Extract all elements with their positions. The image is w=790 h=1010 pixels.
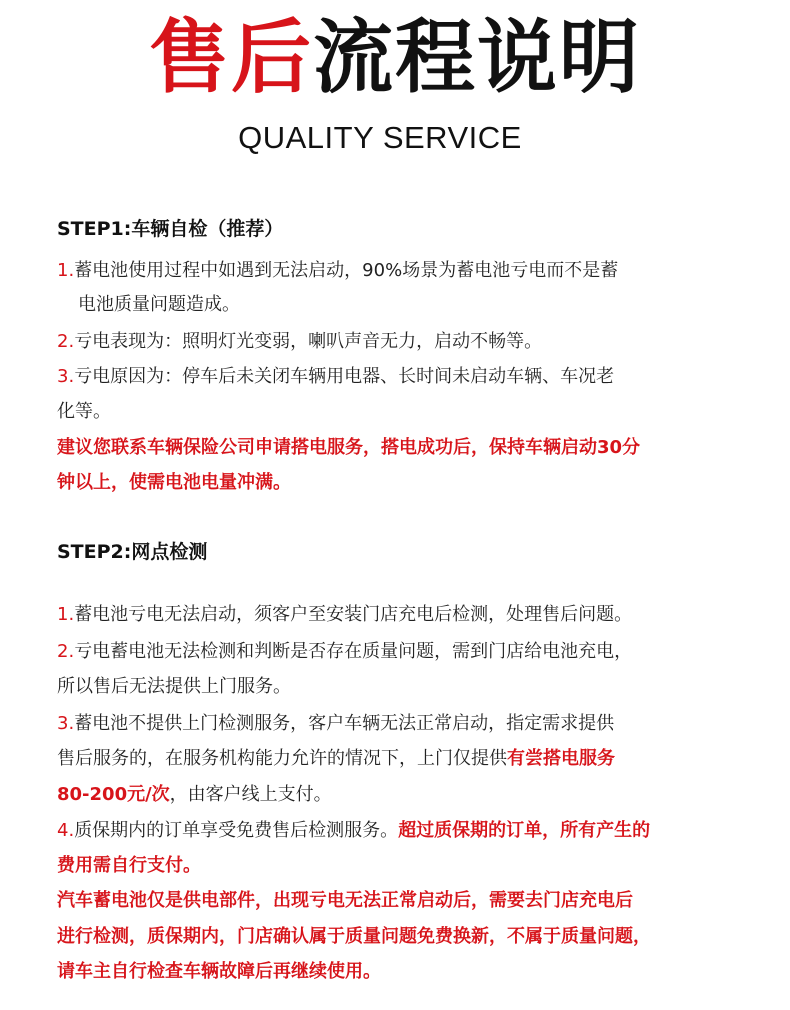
step2-item1-text: 蓄电池亏电无法启动，须客户至安装门店充电后检测，处理售后问题。 bbox=[74, 604, 633, 625]
step1-item1-num: 1. bbox=[57, 260, 75, 281]
step1-item2-num: 2. bbox=[57, 331, 75, 352]
step2-item4-line2: 费用需自行支付。 bbox=[57, 855, 201, 876]
step2-item4-line1 bbox=[57, 816, 650, 846]
step2-item2-line2: 所以售后无法提供上门服务。 bbox=[57, 676, 291, 697]
step1-item2-text: 亏电表现为：照明灯光变弱，喇叭声音无力，启动不畅等。 bbox=[74, 331, 543, 352]
page-title-red: 售后 bbox=[149, 11, 313, 104]
step1-heading: STEP1:车辆自检（推荐） bbox=[57, 218, 284, 240]
step1-advice-line2: 钟以上，使需电池电量冲满。 bbox=[57, 472, 291, 493]
step1-item3-line1 bbox=[57, 362, 614, 392]
step1-item1-line1 bbox=[57, 256, 618, 286]
step2-item2-line1 bbox=[57, 637, 632, 667]
step2-item3-line2 bbox=[57, 744, 615, 774]
step2-item3-line3 bbox=[57, 780, 332, 810]
step2-item3-line2-red: 有尝搭电服务 bbox=[507, 748, 615, 769]
step1-item2 bbox=[57, 327, 542, 357]
step1-item1-text1: 蓄电池使用过程中如遇到无法启动，90%场景为蓄电池亏电而不是蓄 bbox=[74, 260, 619, 281]
step2-heading: STEP2:网点检测 bbox=[57, 541, 208, 563]
step2-note-line2: 进行检测，质保期内，门店确认属于质量问题免费换新，不属于质量问题， bbox=[57, 926, 651, 947]
step2-item2-num: 2. bbox=[57, 641, 75, 662]
step2-item3-text1: 蓄电池不提供上门检测服务，客户车辆无法正常启动，指定需求提供 bbox=[74, 713, 615, 734]
step1-item1-line2: 电池质量问题造成。 bbox=[78, 294, 240, 315]
step2-item4-line1-red: 超过质保期的订单，所有产生的 bbox=[398, 820, 651, 841]
step2-item3-num: 3. bbox=[57, 713, 75, 734]
step2-note-line1: 汽车蓄电池仅是供电部件，出现亏电无法正常启动后，需要去门店充电后 bbox=[57, 890, 633, 911]
step2-item3-line3-red: 80-200元/次 bbox=[57, 784, 170, 805]
step2-item2-text1: 亏电蓄电池无法检测和判断是否存在质量问题，需到门店给电池充电， bbox=[74, 641, 633, 662]
step2-item3-line3-normal: ，由客户线上支付。 bbox=[169, 784, 332, 805]
page-title-black: 流程说明 bbox=[313, 11, 641, 104]
step1-item3-num: 3. bbox=[57, 366, 75, 387]
step1-advice-line1: 建议您联系车辆保险公司申请搭电服务，搭电成功后，保持车辆启动30分 bbox=[57, 437, 641, 458]
step2-item3-line1 bbox=[57, 709, 614, 739]
step2-item4-line1-normal: 质保期内的订单享受免费售后检测服务。 bbox=[74, 820, 399, 841]
step1-item3-text1: 亏电原因为：停车后未关闭车辆用电器、长时间未启动车辆、车况老 bbox=[74, 366, 615, 387]
step2-item3-line2-normal: 售后服务的，在服务机构能力允许的情况下，上门仅提供 bbox=[57, 748, 507, 769]
page-title bbox=[0, 8, 790, 108]
step1-item3-line2: 化等。 bbox=[57, 401, 111, 422]
step2-item1 bbox=[57, 600, 632, 630]
page-subtitle: QUALITY SERVICE bbox=[238, 120, 522, 155]
step2-item1-num: 1. bbox=[57, 604, 75, 625]
step2-item4-num: 4. bbox=[57, 820, 75, 841]
step2-note-line3: 请车主自行检查车辆故障后再继续使用。 bbox=[57, 961, 381, 982]
